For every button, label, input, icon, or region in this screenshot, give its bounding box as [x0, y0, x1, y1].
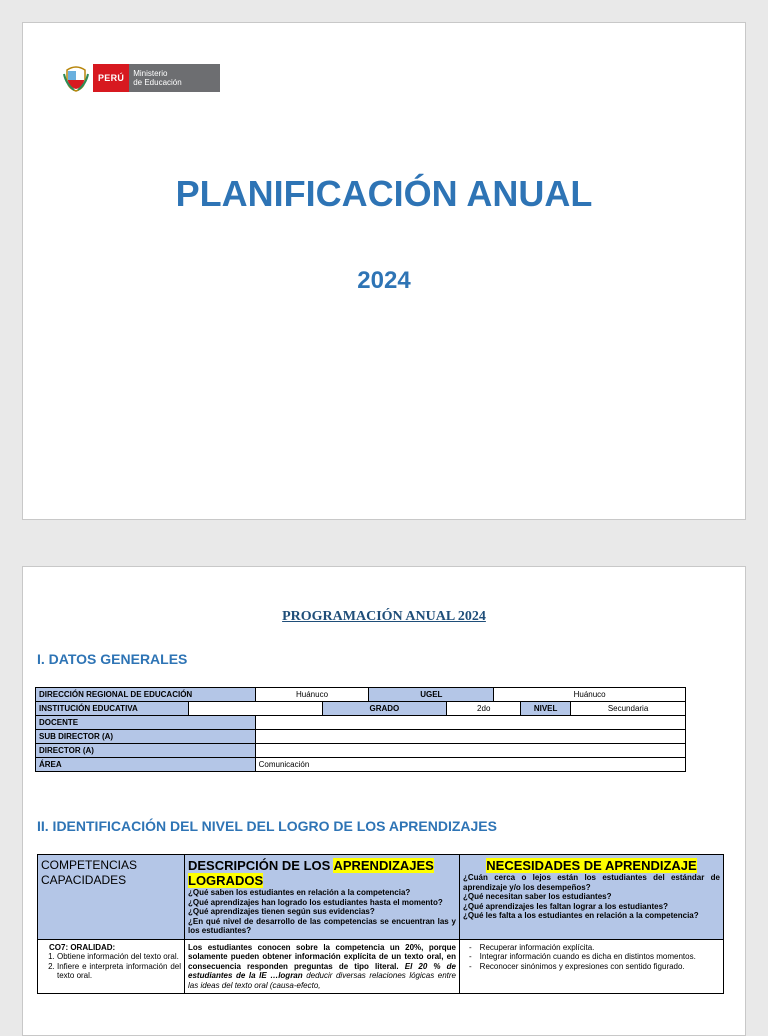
table-row — [36, 730, 686, 744]
descripcion-question: ¿Qué aprendizajes tienen según sus evidencias? — [188, 907, 375, 916]
dre-value: Huánuco — [255, 688, 369, 702]
necesidades-question: ¿Qué les falta a los estudiantes en relación a la competencia? — [463, 911, 699, 920]
table-header-row — [38, 855, 724, 940]
necesidades-list — [463, 943, 720, 972]
ugel-label: UGEL — [369, 688, 494, 702]
ie-label: INSTITUCIÓN EDUCATIVA — [36, 702, 189, 716]
list-item: - Recuperar información explícita. — [481, 943, 720, 953]
cover-page — [22, 22, 746, 520]
descripcion-question: ¿En qué nivel de desarrollo de las competencias se encuentran las y los estudiantes? — [188, 916, 456, 935]
ministry-line2: de Educación — [133, 78, 182, 87]
necesidades-question: ¿Qué aprendizajes les faltan lograr a los estudiantes? — [463, 901, 668, 911]
datos-generales-table — [35, 687, 686, 772]
necesidades-question: ¿Qué necesitan saber los estudiantes? — [463, 892, 612, 901]
section-heading-datos-generales: I. DATOS GENERALES — [37, 651, 188, 667]
table-row — [36, 702, 686, 716]
docente-value — [255, 716, 685, 730]
table-row — [36, 758, 686, 772]
director-value — [255, 744, 685, 758]
descripcion-text-cont: deducir diversas relaciones lógicas entre las ideas del texto oral (causa-efecto, — [188, 971, 457, 990]
docente-label: DOCENTE — [36, 716, 256, 730]
descripcion-question: ¿Qué saben los estudiantes en relación a la competencia? — [188, 888, 411, 897]
section-heading-nivel-logro: II. IDENTIFICACIÓN DEL NIVEL DEL LOGRO DE LOS APRENDIZAJES — [37, 818, 497, 834]
necesidades-heading-text: NECESIDADES DE APRENDIZAJE — [486, 858, 697, 873]
area-value: Comunicación — [255, 758, 685, 772]
necesidades-header — [460, 855, 724, 940]
program-page — [22, 566, 746, 1036]
minedu-logo — [63, 63, 220, 93]
descripcion-heading-text: DESCRIPCIÓN DE LOS — [188, 858, 334, 873]
director-label: DIRECTOR (A) — [36, 744, 256, 758]
necesidades-heading — [463, 858, 720, 873]
nivel-label: NIVEL — [521, 702, 571, 716]
list-item: - Reconocer sinónimos y expresiones con sentido figurado. — [481, 962, 720, 972]
ie-value — [188, 702, 322, 716]
area-label: ÁREA — [36, 758, 256, 772]
necesidades-question: ¿Cuán cerca o lejos están los estudiantes del estándar de aprendizaje y/o los desempeños? — [463, 873, 720, 892]
capacidades-list — [41, 952, 181, 981]
competencia-title: CO7: ORALIDAD: — [49, 942, 116, 952]
descripcion-text-italic: El 20 % de estudiantes de la IE …logran — [188, 961, 456, 980]
table-row — [36, 744, 686, 758]
competencia-cell — [38, 939, 185, 994]
table-row — [36, 688, 686, 702]
descripcion-heading-highlight: APRENDIZAJES LOGRADOS — [188, 858, 434, 888]
table-row — [36, 716, 686, 730]
ugel-value: Huánuco — [494, 688, 686, 702]
nivel-value: Secundaria — [571, 702, 686, 716]
nivel-logro-table — [37, 854, 724, 994]
cover-title: PLANIFICACIÓN ANUAL — [175, 173, 593, 214]
peru-coat-of-arms-icon — [63, 64, 89, 92]
ministry-label — [129, 64, 219, 92]
list-item: 1. Obtiene información del texto oral. — [57, 952, 181, 962]
cover-year: 2024 — [357, 267, 411, 294]
descripcion-question: ¿Qué aprendizajes han logrado los estudiantes hasta el momento? — [188, 897, 443, 907]
grado-value: 2do — [447, 702, 521, 716]
list-item: - Integrar información cuando es dicha en distintos momentos. — [481, 952, 720, 962]
document-title: PROGRAMACIÓN ANUAL 2024 — [282, 609, 486, 624]
descripcion-text: Los estudiantes conocen sobre la competencia un 20%, porque solamente pueden obtener información explícita de un texto oral, en consecuencia responden preguntas de tipo literal. — [188, 942, 456, 971]
dre-label: DIRECCIÓN REGIONAL DE EDUCACIÓN — [36, 688, 256, 702]
descripcion-heading — [188, 858, 456, 888]
capacidades-heading: CAPACIDADES — [41, 873, 127, 887]
descripcion-cell — [185, 939, 460, 994]
descripcion-header — [185, 855, 460, 940]
competencias-header — [38, 855, 185, 940]
subdirector-label: SUB DIRECTOR (A) — [36, 730, 256, 744]
peru-label: PERÚ — [93, 64, 129, 92]
list-item: 2. Infiere e interpreta información del texto oral. — [57, 962, 181, 981]
subdirector-value — [255, 730, 685, 744]
grado-label: GRADO — [322, 702, 447, 716]
table-row — [38, 939, 724, 994]
ministry-line1: Ministerio — [133, 69, 168, 78]
necesidades-cell — [460, 939, 724, 994]
competencias-heading: COMPETENCIAS — [41, 858, 138, 872]
